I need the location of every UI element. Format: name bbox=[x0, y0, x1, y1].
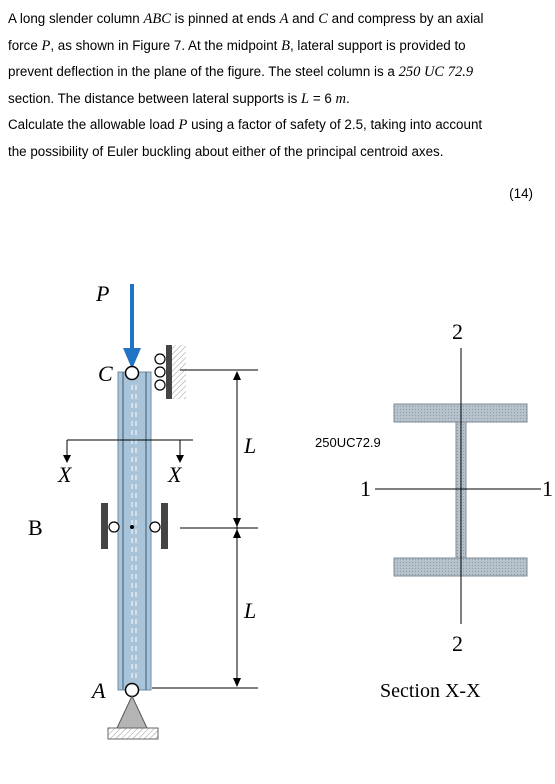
text-run: force bbox=[8, 37, 42, 53]
math-run: L bbox=[301, 90, 310, 107]
text-run: Calculate the allowable load bbox=[8, 117, 179, 133]
text-run: is pinned at ends bbox=[170, 11, 280, 26]
text-run: A long slender column bbox=[8, 11, 144, 26]
math-run: C bbox=[318, 11, 328, 27]
section-cut-right-label: X bbox=[168, 462, 182, 487]
axis-1-left-label: 1 bbox=[360, 476, 371, 501]
load-arrow bbox=[123, 284, 141, 369]
point-a-label: A bbox=[92, 678, 106, 703]
axis-2-bottom-label: 2 bbox=[452, 631, 463, 656]
section-cut-left-label: X bbox=[58, 462, 72, 487]
section-caption: Section X-X bbox=[380, 680, 481, 702]
axis-2-top-label: 2 bbox=[452, 319, 463, 344]
text-run: , as shown in Figure 7. At the midpoint bbox=[50, 37, 282, 53]
text-run: = 6 bbox=[309, 90, 336, 106]
math-run: A bbox=[279, 11, 289, 27]
text-run: , lateral support is provided to bbox=[289, 37, 466, 53]
math-run: m bbox=[335, 90, 347, 107]
math-run: 250 UC 72.9 bbox=[398, 64, 474, 81]
text-run: section. The distance between lateral supports is bbox=[8, 90, 302, 106]
load-label: P bbox=[96, 281, 110, 306]
math-run: B bbox=[281, 37, 290, 54]
bottom-support bbox=[108, 684, 158, 740]
i-section bbox=[375, 348, 541, 624]
section-name-label: 250UC72.9 bbox=[315, 435, 381, 450]
point-c-label: C bbox=[98, 361, 113, 386]
text-run: . bbox=[346, 90, 350, 106]
dim-upper-label: L bbox=[244, 433, 257, 458]
text-run: and compress by an axial bbox=[327, 11, 484, 26]
math-run: ABC bbox=[143, 11, 171, 27]
math-run: P bbox=[178, 117, 188, 134]
math-run: P bbox=[41, 37, 51, 54]
axis-1-right-label: 1 bbox=[542, 476, 553, 501]
marks-label: (14) bbox=[509, 186, 533, 201]
text-run: using a factor of safety of 2.5, taking into account bbox=[187, 117, 483, 133]
column bbox=[118, 372, 151, 690]
text-run: and bbox=[288, 11, 319, 26]
dim-lower-label: L bbox=[244, 598, 257, 623]
text-run: the possibility of Euler buckling about either of the principal centroid axes. bbox=[8, 143, 444, 159]
text-run: prevent deflection in the plane of the figure. The steel column is a bbox=[8, 64, 399, 80]
point-b-label: B bbox=[28, 515, 43, 540]
